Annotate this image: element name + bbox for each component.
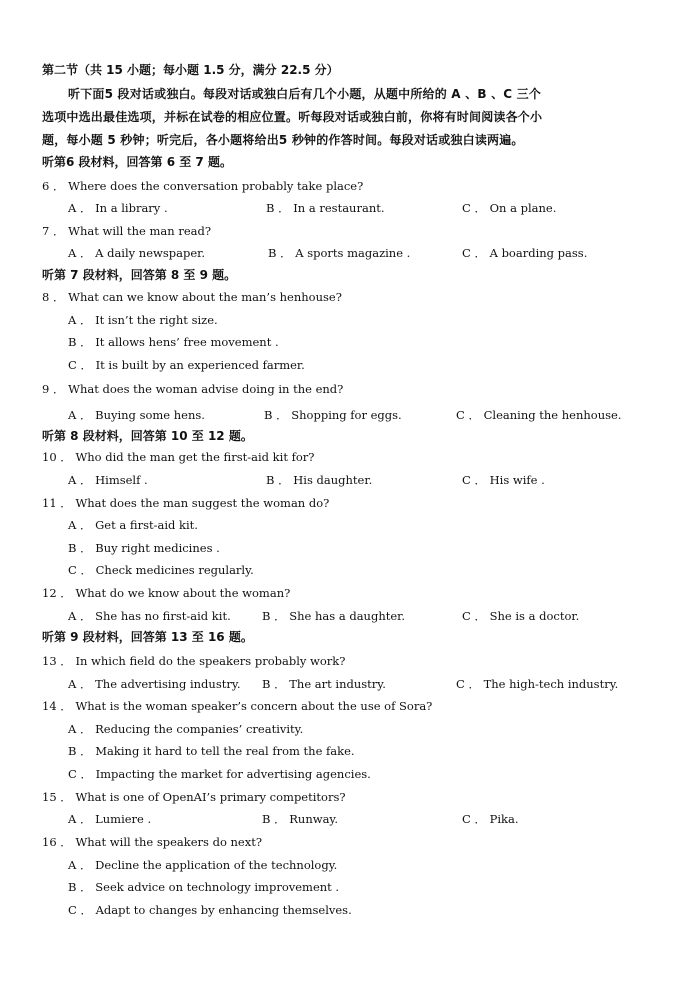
instruction-line-3: 题，每小题 5 秒钟；听完后，各小题将给出5 秒钟的作答时间。每段对话或独白读两遍。 bbox=[42, 133, 524, 147]
question-13-option-b: B ． The art industry. bbox=[262, 677, 386, 691]
section-title: 第二节（共 15 小题；每小题 1.5 分，满分 22.5 分） bbox=[42, 63, 339, 77]
question-12-stem: 12 ． What do we know about the woman? bbox=[42, 586, 291, 600]
question-6-stem: 6 ． Where does the conversation probably take place? bbox=[42, 179, 364, 193]
question-16-stem: 16 ． What will the speakers do next? bbox=[42, 835, 263, 849]
question-12-option-c: C ． She is a doctor. bbox=[462, 609, 580, 623]
group-heading-8: 听第 8 段材料，回答第 10 至 12 题。 bbox=[42, 429, 253, 443]
group-heading-9: 听第 9 段材料，回答第 13 至 16 题。 bbox=[42, 630, 253, 644]
question-6-option-a: A ． In a library . bbox=[68, 201, 168, 215]
question-8-stem: 8 ． What can we know about the man’s henhouse? bbox=[42, 290, 342, 304]
question-11-option-c: C ． Check medicines regularly. bbox=[68, 563, 254, 577]
question-8-option-c: C ． It is built by an experienced farmer. bbox=[68, 358, 305, 372]
question-13-stem: 13 ． In which field do the speakers probably work? bbox=[42, 654, 346, 668]
question-13-option-a: A ． The advertising industry. bbox=[68, 677, 241, 691]
question-9-stem: 9 ． What does the woman advise doing in the end? bbox=[42, 382, 344, 396]
question-9-option-c: C ． Cleaning the henhouse. bbox=[456, 408, 622, 422]
question-7-option-c: C ． A boarding pass. bbox=[462, 246, 588, 260]
question-16-option-a: A ． Decline the application of the technology. bbox=[68, 858, 338, 872]
question-13-option-c: C ． The high-tech industry. bbox=[456, 677, 619, 691]
question-11-stem: 11 ． What does the man suggest the woman do? bbox=[42, 496, 330, 510]
instruction-line-1: 听下面5 段对话或独白。每段对话或独白后有几个小题，从题中所给的 A 、B 、C 三个 bbox=[68, 87, 542, 101]
question-10-stem: 10 ． Who did the man get the first-aid kit for? bbox=[42, 450, 315, 464]
question-15-option-b: B ． Runway. bbox=[262, 812, 339, 826]
question-15-option-a: A ． Lumiere . bbox=[68, 812, 152, 826]
question-14-stem: 14 ． What is the woman speaker’s concern about the use of Sora? bbox=[42, 699, 433, 713]
question-7-option-b: B ． A sports magazine . bbox=[268, 246, 411, 260]
question-6-option-b: B ． In a restaurant. bbox=[266, 201, 385, 215]
question-7-option-a: A ． A daily newspaper. bbox=[68, 246, 206, 260]
question-9-option-b: B ． Shopping for eggs. bbox=[264, 408, 402, 422]
question-10-option-b: B ． His daughter. bbox=[266, 473, 373, 487]
instruction-line-2: 选项中选出最佳选项，并标在试卷的相应位置。听每段对话或独白前，你将有时间阅读各个小 bbox=[42, 110, 543, 124]
question-15-option-c: C ． Pika. bbox=[462, 812, 519, 826]
question-8-option-b: B ． It allows hens’ free movement . bbox=[68, 335, 279, 349]
question-6-option-c: C ． On a plane. bbox=[462, 201, 557, 215]
question-9-option-a: A ． Buying some hens. bbox=[68, 408, 205, 422]
question-14-option-c: C ． Impacting the market for advertising agencies. bbox=[68, 767, 371, 781]
question-12-option-a: A ． She has no first-aid kit. bbox=[68, 609, 231, 623]
question-15-stem: 15 ． What is one of OpenAI’s primary competitors? bbox=[42, 790, 346, 804]
question-14-option-a: A ． Reducing the companies’ creativity. bbox=[68, 722, 304, 736]
question-16-option-b: B ． Seek advice on technology improvement . bbox=[68, 880, 340, 894]
question-14-option-b: B ． Making it hard to tell the real from the fake. bbox=[68, 744, 355, 758]
group-heading-7: 听第 7 段材料，回答第 8 至 9 题。 bbox=[42, 268, 237, 282]
question-11-option-b: B ． Buy right medicines . bbox=[68, 541, 220, 555]
question-7-stem: 7 ． What will the man read? bbox=[42, 224, 212, 238]
question-8-option-a: A ． It isn’t the right size. bbox=[68, 313, 218, 327]
group-heading-6: 听第6 段材料，回答第 6 至 7 题。 bbox=[42, 155, 232, 169]
question-11-option-a: A ． Get a first-aid kit. bbox=[68, 518, 198, 532]
question-10-option-a: A ． Himself . bbox=[68, 473, 148, 487]
question-10-option-c: C ． His wife . bbox=[462, 473, 545, 487]
question-16-option-c: C ． Adapt to changes by enhancing themselves. bbox=[68, 903, 352, 917]
question-12-option-b: B ． She has a daughter. bbox=[262, 609, 406, 623]
